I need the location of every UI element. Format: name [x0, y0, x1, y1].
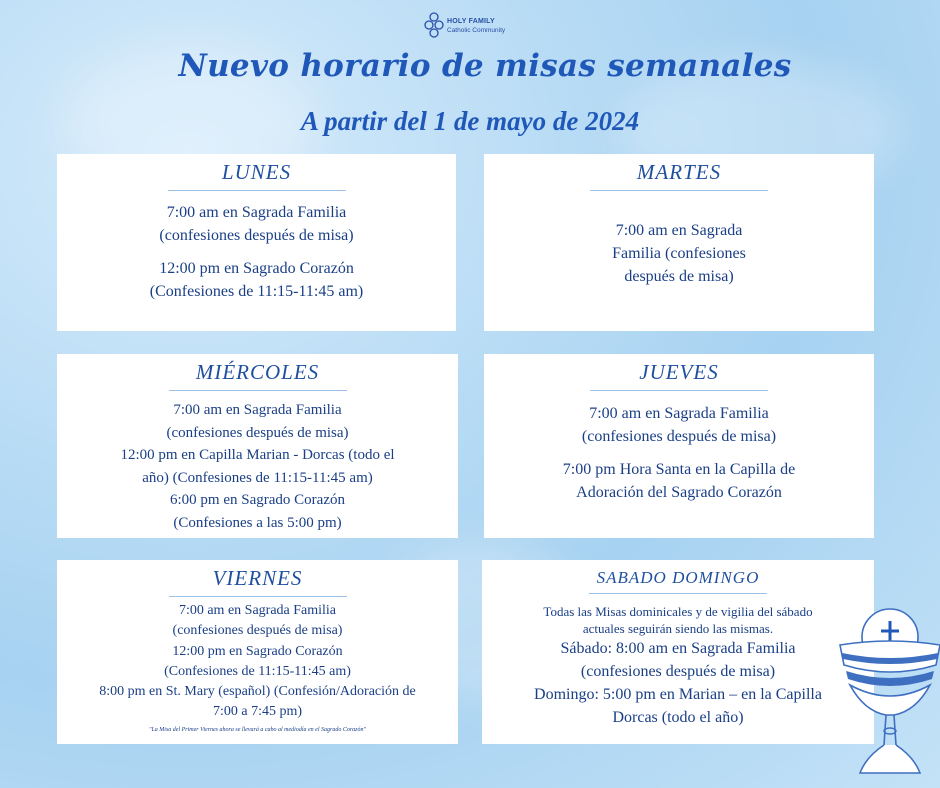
schedule-line: (confesiones después de misa)	[159, 227, 354, 244]
schedule-line: (Confesiones a las 5:00 pm)	[173, 514, 342, 531]
card-viernes	[57, 560, 458, 744]
schedule-line: Domingo: 5:00 pm en Marian – en la Capilla	[534, 686, 822, 703]
day-title: LUNES	[221, 160, 292, 184]
schedule-line: Adoración del Sagrado Corazón	[576, 484, 782, 501]
divider	[169, 390, 347, 391]
schedule-line: después de misa)	[624, 268, 734, 285]
schedule-line: 7:00 a 7:45 pm)	[212, 704, 303, 720]
schedule-line: 6:00 pm en Sagrado Corazón	[170, 492, 345, 508]
divider	[590, 390, 768, 391]
day-title: SABADO DOMINGO	[596, 568, 760, 587]
schedule-line: 7:00 am en Sagrada	[615, 222, 743, 239]
schedule-line: 7:00 am en Sagrada Familia	[178, 603, 337, 618]
day-title: VIERNES	[212, 566, 303, 590]
schedule-line: Familia (confesiones	[612, 245, 746, 262]
schedule-line: 7:00 am en Sagrada Familia	[589, 405, 769, 422]
card-jueves	[484, 354, 874, 538]
day-title: MIÉRCOLES	[195, 360, 320, 384]
card-martes	[484, 154, 874, 331]
logo-line1: HOLY FAMILY	[447, 18, 495, 25]
schedule-line: (Confesiones de 11:15-11:45 am)	[164, 663, 351, 679]
schedule-line: (confesiones después de misa)	[581, 428, 777, 445]
schedule-line: (confesiones después de misa)	[580, 663, 776, 680]
holy-family-logo-icon	[424, 12, 444, 40]
schedule-line: año) (Confesiones de 11:15-11:45 am)	[142, 469, 373, 486]
day-title: MARTES	[636, 160, 722, 184]
day-title: JUEVES	[639, 360, 719, 384]
intro-line: Todas las Misas dominicales y de vigilia del sábado	[543, 604, 813, 619]
divider	[589, 593, 767, 594]
schedule-line: Sábado: 8:00 am en Sagrada Familia	[560, 640, 796, 657]
schedule-line: 7:00 am en Sagrada Familia	[173, 402, 342, 418]
footnote: "La Misa del Primer Viernes ahora se llevará a cabo al mediodía en el Sagrado Corazón"	[148, 726, 367, 733]
logo	[424, 12, 505, 40]
schedule-line: 12:00 pm en Sagrado Corazón	[172, 643, 343, 659]
page-title: Nuevo horario de misas semanales	[178, 48, 792, 84]
divider	[169, 596, 347, 597]
card-sabado-domingo	[482, 560, 874, 744]
schedule-line: (confesiones después de misa)	[166, 424, 349, 441]
card-lunes	[57, 154, 456, 331]
logo-line2: Catholic Community	[447, 27, 506, 34]
chalice-host-icon	[836, 607, 940, 777]
card-miercoles	[57, 354, 458, 538]
schedule-line: 7:00 am en Sagrada Familia	[166, 204, 347, 221]
page-subtitle: A partir del 1 de mayo de 2024	[300, 106, 640, 136]
intro-line: actuales seguirán siendo las mismas.	[582, 621, 774, 636]
divider	[168, 190, 346, 191]
schedule-line: (Confesiones de 11:15-11:45 am)	[149, 283, 364, 300]
schedule-line: (confesiones después de misa)	[172, 623, 343, 639]
schedule-line: 8:00 pm en St. Mary (español) (Confesión/Adoración de	[99, 684, 416, 700]
schedule-line: Dorcas (todo el año)	[612, 709, 744, 726]
schedule-line: 7:00 pm Hora Santa en la Capilla de	[562, 461, 796, 478]
divider	[590, 190, 768, 191]
schedule-line: 12:00 pm en Capilla Marian - Dorcas (todo el	[120, 447, 395, 463]
schedule-line: 12:00 pm en Sagrado Corazón	[159, 260, 354, 277]
